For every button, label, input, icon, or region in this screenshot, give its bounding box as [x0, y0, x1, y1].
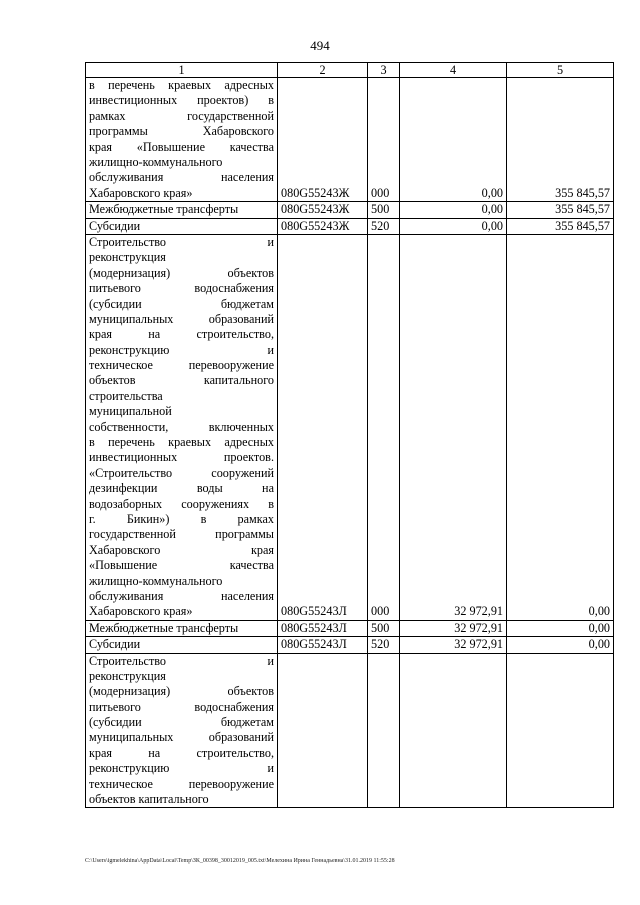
expense-type-cell — [368, 653, 400, 808]
amount-col4-cell: 0,00 — [400, 218, 507, 234]
name-line: обслуживания населения — [89, 170, 274, 185]
name-line: края «Повышение качества — [89, 139, 274, 154]
amount-col5-cell: 355 845,57 — [507, 202, 614, 218]
expense-type-cell: 000 — [368, 78, 400, 202]
amount-col4-cell: 32 972,91 — [400, 637, 507, 653]
row-name-cell — [86, 234, 278, 620]
name-line: Межбюджетные трансферты — [89, 202, 239, 217]
target-code-cell: 080G55243Ж — [278, 202, 368, 218]
header-col-2: 2 — [278, 63, 368, 78]
target-code-cell: 080G55243Л — [278, 637, 368, 653]
header-row — [86, 63, 614, 78]
name-line: собственности, включенных — [89, 419, 274, 434]
name-line: (модернизация) объектов — [89, 684, 274, 699]
name-line: инвестиционных проектов. — [89, 450, 274, 465]
target-code-cell: 080G55243Ж — [278, 218, 368, 234]
name-line: техническое перевооружение — [89, 776, 274, 791]
target-code-cell: 080G55243Ж — [278, 78, 368, 202]
name-line: объектов капитального — [89, 373, 274, 388]
name-line: жилищно-коммунального — [89, 154, 223, 169]
table-row — [86, 620, 614, 636]
row-name-cell — [86, 620, 278, 636]
header-col-1: 1 — [86, 63, 278, 78]
name-line: муниципальных образований — [89, 730, 274, 745]
name-line: программы Хабаровского — [89, 124, 274, 139]
header-col-3: 3 — [368, 63, 400, 78]
table-row — [86, 218, 614, 234]
header-col-5: 5 — [507, 63, 614, 78]
name-line: реконструкцию и — [89, 761, 274, 776]
name-line: в перечень краевых адресных — [89, 435, 274, 450]
name-line: Хабаровского края — [89, 542, 274, 557]
header-col-4: 4 — [400, 63, 507, 78]
name-line: (субсидии бюджетам — [89, 715, 274, 730]
row-name-cell — [86, 218, 278, 234]
table-row — [86, 234, 614, 620]
name-line: Строительство и — [89, 234, 274, 249]
page-number: 494 — [310, 38, 330, 53]
target-code-cell — [278, 653, 368, 808]
name-line: реконструкция — [89, 668, 166, 683]
file-path-footer: C:\Users\igmelekhina\AppData\Local\Temp\ЗК_00398_30012019_005.txt\Мелехина Ирина Геннадьевна\31.01.2019 11:55:28 — [85, 858, 395, 864]
name-line: Строительство и — [89, 653, 274, 668]
name-line: обслуживания населения — [89, 588, 274, 603]
name-line: реконструкция — [89, 250, 166, 265]
name-line: муниципальных образований — [89, 311, 274, 326]
name-line: водозаборных сооружениях в — [89, 496, 274, 511]
name-line: жилищно-коммунального — [89, 573, 223, 588]
amount-col4-cell: 32 972,91 — [400, 234, 507, 620]
expense-type-cell: 520 — [368, 218, 400, 234]
name-line: Субсидии — [89, 218, 141, 233]
name-line: дезинфекции воды на — [89, 481, 274, 496]
amount-col5-cell: 355 845,57 — [507, 78, 614, 202]
name-line: объектов капитального — [89, 792, 209, 807]
amount-col5-cell: 0,00 — [507, 620, 614, 636]
row-name-cell — [86, 78, 278, 202]
row-name-cell — [86, 653, 278, 808]
expense-type-cell: 520 — [368, 637, 400, 653]
name-line: Субсидии — [89, 637, 141, 652]
name-line: муниципальной — [89, 404, 172, 419]
amount-col4-cell — [400, 653, 507, 808]
name-line: Межбюджетные трансферты — [89, 620, 239, 635]
amount-col4-cell: 0,00 — [400, 78, 507, 202]
name-line: рамках государственной — [89, 108, 274, 123]
target-code-cell: 080G55243Л — [278, 234, 368, 620]
name-line: края на строительство, — [89, 327, 274, 342]
amount-col5-cell — [507, 653, 614, 808]
expense-type-cell: 000 — [368, 234, 400, 620]
expense-type-cell: 500 — [368, 202, 400, 218]
name-line: г. Бикин») в рамках — [89, 511, 274, 526]
expense-type-cell: 500 — [368, 620, 400, 636]
table-row — [86, 653, 614, 808]
name-line: Хабаровского края» — [89, 604, 193, 619]
table-row — [86, 78, 614, 202]
name-line: питьевого водоснабжения — [89, 281, 274, 296]
name-line: Хабаровского края» — [89, 185, 193, 200]
name-line: края на строительство, — [89, 745, 274, 760]
name-line: инвестиционных проектов) в — [89, 93, 274, 108]
amount-col4-cell: 32 972,91 — [400, 620, 507, 636]
name-line: «Повышение качества — [89, 558, 274, 573]
table-row — [86, 202, 614, 218]
target-code-cell: 080G55243Л — [278, 620, 368, 636]
amount-col5-cell: 0,00 — [507, 234, 614, 620]
budget-table — [85, 62, 614, 808]
row-name-cell — [86, 202, 278, 218]
amount-col5-cell: 0,00 — [507, 637, 614, 653]
name-line: реконструкцию и — [89, 342, 274, 357]
name-line: строительства — [89, 388, 163, 403]
name-line: (модернизация) объектов — [89, 265, 274, 280]
name-line: (субсидии бюджетам — [89, 296, 274, 311]
name-line: в перечень краевых адресных — [89, 78, 274, 92]
name-line: «Строительство сооружений — [89, 465, 274, 480]
row-name-cell — [86, 637, 278, 653]
name-line: государственной программы — [89, 527, 274, 542]
table-row — [86, 637, 614, 653]
name-line: питьевого водоснабжения — [89, 699, 274, 714]
name-line: техническое перевооружение — [89, 358, 274, 373]
amount-col5-cell: 355 845,57 — [507, 218, 614, 234]
amount-col4-cell: 0,00 — [400, 202, 507, 218]
